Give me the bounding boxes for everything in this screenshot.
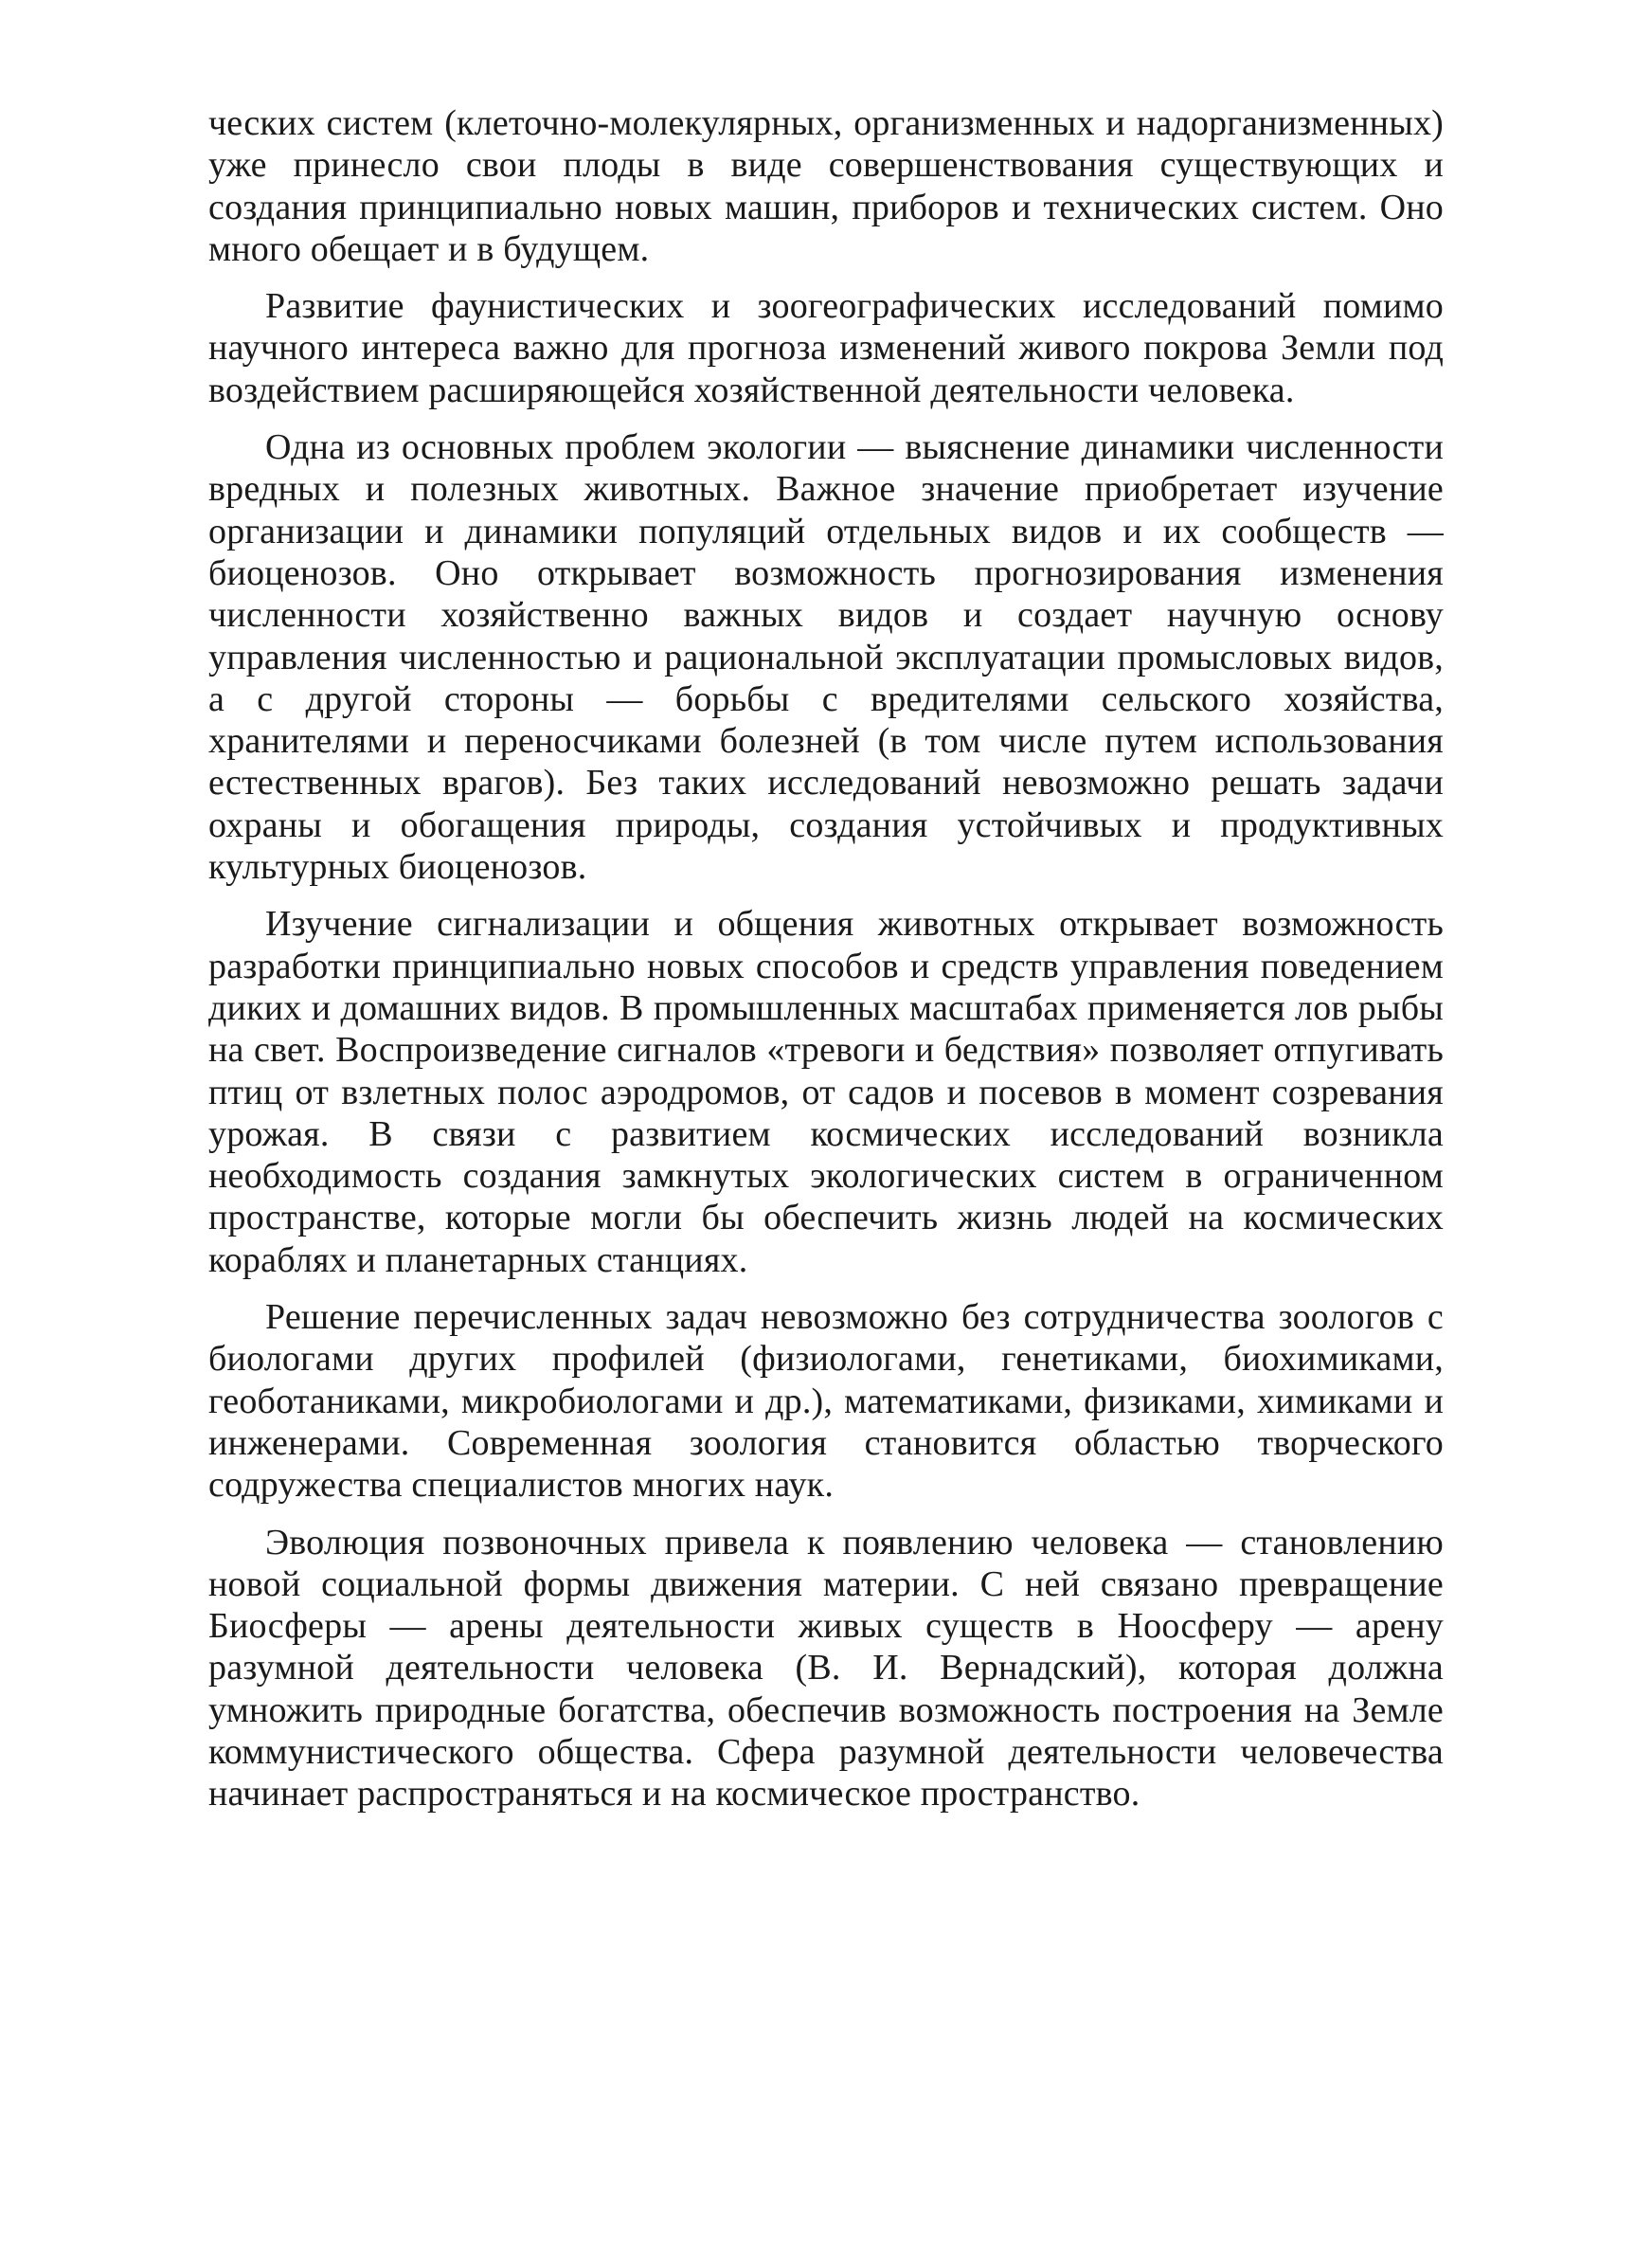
paragraph-ecology-problems: Одна из основных проблем экологии — выяснение динамики численности вредных и полезных животных. Важное значение приобретает изучение организации и динамики популяций отдельных видов и их сообществ — биоценозов. Оно открывает возможность прогнозирования изменения численности хозяйственно важных видов и создает научную основу управления численностью и рациональной эксплуатации промысловых видов, а с другой стороны — борьбы с вредителями сельского хозяйства, хранителями и переносчиками болезней (в том числе путем использования естественных врагов). Без таких исследований невозможно решать задачи охраны и обогащения природы, создания устойчивых и продуктивных культурных биоценозов. xyxy=(208,427,1444,888)
paragraph-cooperation: Решение перечисленных задач невозможно без сотрудничества зоологов с биологами других профилей (физиологами, генетиками, биохимиками, геоботаниками, микробиологами и др.), математиками, физиками, химиками и инженерами. Современная зоология становится областью творческого содружества специалистов многих наук. xyxy=(208,1297,1444,1506)
paragraph-animal-signaling: Изучение сигнализации и общения животных открывает возможность разработки принципиально новых способов и средств управления поведением диких и домашних видов. В промышленных масштабах применяется лов рыбы на свет. Воспроизведение сигналов «тревоги и бедствия» позволяет отпугивать птиц от взлетных полос аэродромов, от садов и посевов в момент созревания урожая. В связи с развитием космических исследований возникла необходимость создания замкнутых экологических систем в ограниченном пространстве, которые могли бы обеспечить жизнь людей на космических кораблях и планетарных станциях. xyxy=(208,904,1444,1280)
document-body xyxy=(208,102,1444,1815)
paragraph-faunistic-research: Развитие фаунистических и зоогеографических исследований помимо научного интереса важно для прогноза изменений живого покрова Земли под воздействием расширяющейся хозяйственной деятельности человека. xyxy=(208,286,1444,410)
paragraph-continued: ческих систем (клеточно-молекулярных, организменных и надорганизменных) уже принесло свои плоды в виде совершенствования существующих и создания принципиально новых машин, приборов и технических систем. Оно много обещает и в будущем. xyxy=(208,103,1444,269)
paragraph-noosphere: Эволюция позвоночных привела к появлению человека — становлению новой социальной формы движения материи. С ней связано превращение Биосферы — арены деятельности живых существ в Ноосферу — арену разумной деятельности человека (В. И. Вернадский), которая должна умножить природные богатства, обеспечив возможность построения на Земле коммунистического общества. Сфера разумной деятельности человечества начинает распространяться и на космическое пространство. xyxy=(208,1522,1444,1815)
